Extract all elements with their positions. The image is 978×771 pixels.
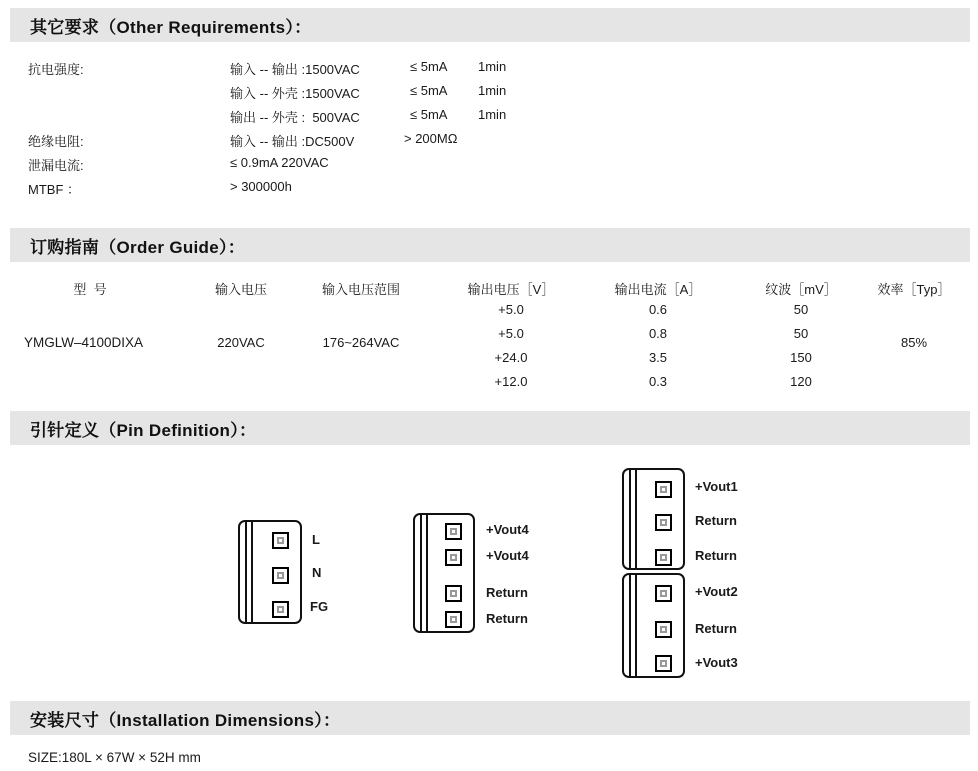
requirement-value: 输入 -- 外壳 :1500VAC — [230, 86, 360, 101]
connector-vout23-diagram — [622, 573, 685, 678]
pin-square — [445, 549, 462, 566]
output-voltage-column — [441, 298, 581, 394]
output-current-cell: 3.5 — [648, 350, 668, 365]
pin-label: Return — [695, 513, 737, 528]
requirement-value: ≤ 0.9mA 220VAC — [230, 155, 329, 170]
pin-inner-square — [660, 660, 667, 667]
ripple-cell: 50 — [793, 302, 809, 317]
pin-inner-square — [450, 554, 457, 561]
connector-vout1-diagram — [622, 468, 685, 570]
pin-label: Return — [486, 585, 528, 600]
pin-square — [445, 523, 462, 540]
output-current-column — [588, 298, 728, 394]
section-header-order-guide — [10, 228, 970, 262]
requirement-limit: ≤ 5mA — [410, 83, 448, 98]
pin-label: Return — [695, 548, 737, 563]
pin-label: +Vout4 — [486, 522, 529, 537]
pin-inner-square — [277, 572, 284, 579]
requirement-value: > 300000h — [230, 179, 292, 194]
pin-label: FG — [310, 599, 329, 614]
output-voltage-cell: +24.0 — [494, 350, 528, 365]
ripple-cell: 150 — [790, 350, 812, 365]
pin-inner-square — [450, 616, 457, 623]
pin-inner-square — [277, 537, 284, 544]
output-voltage-cell: +5.0 — [498, 302, 524, 317]
model-number-cell: YMGLW–4100DIXA — [24, 335, 144, 350]
installation-size-text: SIZE:180L × 67W × 52H mm — [28, 750, 201, 765]
output-current-cell: 0.8 — [648, 326, 668, 341]
pin-label: N — [312, 565, 322, 580]
pin-square — [655, 655, 672, 672]
pin-label: +Vout3 — [695, 655, 738, 670]
pin-inner-square — [450, 590, 457, 597]
ripple-column — [736, 298, 866, 394]
requirement-row — [0, 59, 978, 79]
requirement-row — [0, 131, 978, 151]
pin-label: Return — [486, 611, 528, 626]
column-header-ripple: 纹波［mV］ — [765, 282, 837, 297]
requirement-limit: > 200MΩ — [404, 131, 458, 146]
connector-flange — [629, 470, 637, 568]
pin-label: +Vout1 — [695, 479, 738, 494]
column-header-efficiency: 效率［Typ］ — [877, 282, 951, 297]
input-voltage-cell: 220VAC — [217, 335, 265, 350]
pin-inner-square — [450, 528, 457, 535]
ripple-cell: 120 — [790, 374, 812, 389]
pin-square — [272, 532, 289, 549]
requirement-duration: 1min — [478, 59, 507, 74]
column-header-model: 型 号 — [73, 282, 107, 297]
requirement-label: 泄漏电流: — [28, 158, 84, 173]
pin-square — [655, 621, 672, 638]
pin-square — [655, 514, 672, 531]
section-title: 安装尺寸（Installation Dimensions）： — [30, 710, 341, 730]
requirement-value: 输出 -- 外壳 : 500VAC — [230, 110, 360, 125]
connector-flange — [245, 522, 253, 622]
section-header-installation-dimensions — [10, 701, 970, 735]
pin-square — [445, 611, 462, 628]
requirement-limit: ≤ 5mA — [410, 107, 448, 122]
pin-inner-square — [660, 519, 667, 526]
section-title: 其它要求（Other Requirements）： — [30, 17, 312, 37]
requirement-row — [0, 179, 978, 199]
connector-flange — [629, 575, 637, 676]
connector-flange — [420, 515, 428, 631]
requirement-label: 绝缘电阻: — [28, 134, 84, 149]
connector-input-diagram — [238, 520, 302, 624]
output-current-cell: 0.6 — [648, 302, 668, 317]
connector-vout4-diagram — [413, 513, 475, 633]
pin-inner-square — [277, 606, 284, 613]
pin-inner-square — [660, 486, 667, 493]
section-title: 引针定义（Pin Definition）： — [30, 420, 257, 440]
section-header-pin-definition — [10, 411, 970, 445]
requirement-row — [0, 155, 978, 175]
requirement-value: 输入 -- 输出 :1500VAC — [230, 62, 360, 77]
requirement-duration: 1min — [478, 107, 507, 122]
pin-square — [272, 567, 289, 584]
section-title: 订购指南（Order Guide）： — [30, 237, 246, 257]
ripple-cell: 50 — [793, 326, 809, 341]
pin-square — [445, 585, 462, 602]
pin-label: +Vout4 — [486, 548, 529, 563]
pin-square — [272, 601, 289, 618]
requirement-row — [0, 107, 978, 127]
pin-square — [655, 549, 672, 566]
column-header-output-voltage: 输出电压［V］ — [467, 282, 555, 297]
requirement-duration: 1min — [478, 83, 507, 98]
input-voltage-range-cell: 176~264VAC — [322, 335, 400, 350]
column-header-input-voltage: 输入电压 — [214, 282, 267, 297]
pin-square — [655, 481, 672, 498]
requirement-value: 输入 -- 输出 :DC500V — [230, 134, 355, 149]
output-voltage-cell: +5.0 — [498, 326, 524, 341]
pin-label: Return — [695, 621, 737, 636]
efficiency-cell: 85% — [900, 335, 928, 350]
pin-label: +Vout2 — [695, 584, 738, 599]
output-current-cell: 0.3 — [648, 374, 668, 389]
pin-inner-square — [660, 554, 667, 561]
pin-square — [655, 585, 672, 602]
pin-inner-square — [660, 590, 667, 597]
requirement-row — [0, 83, 978, 103]
requirement-label: MTBF ： — [28, 182, 80, 197]
column-header-input-voltage-range: 输入电压范围 — [321, 282, 400, 297]
column-header-output-current: 输出电流［A］ — [614, 282, 702, 297]
output-voltage-cell: +12.0 — [494, 374, 528, 389]
pin-inner-square — [660, 626, 667, 633]
requirement-label: 抗电强度: — [28, 62, 84, 77]
requirement-limit: ≤ 5mA — [410, 59, 448, 74]
section-header-other-requirements — [10, 8, 970, 42]
pin-label: L — [312, 532, 320, 547]
